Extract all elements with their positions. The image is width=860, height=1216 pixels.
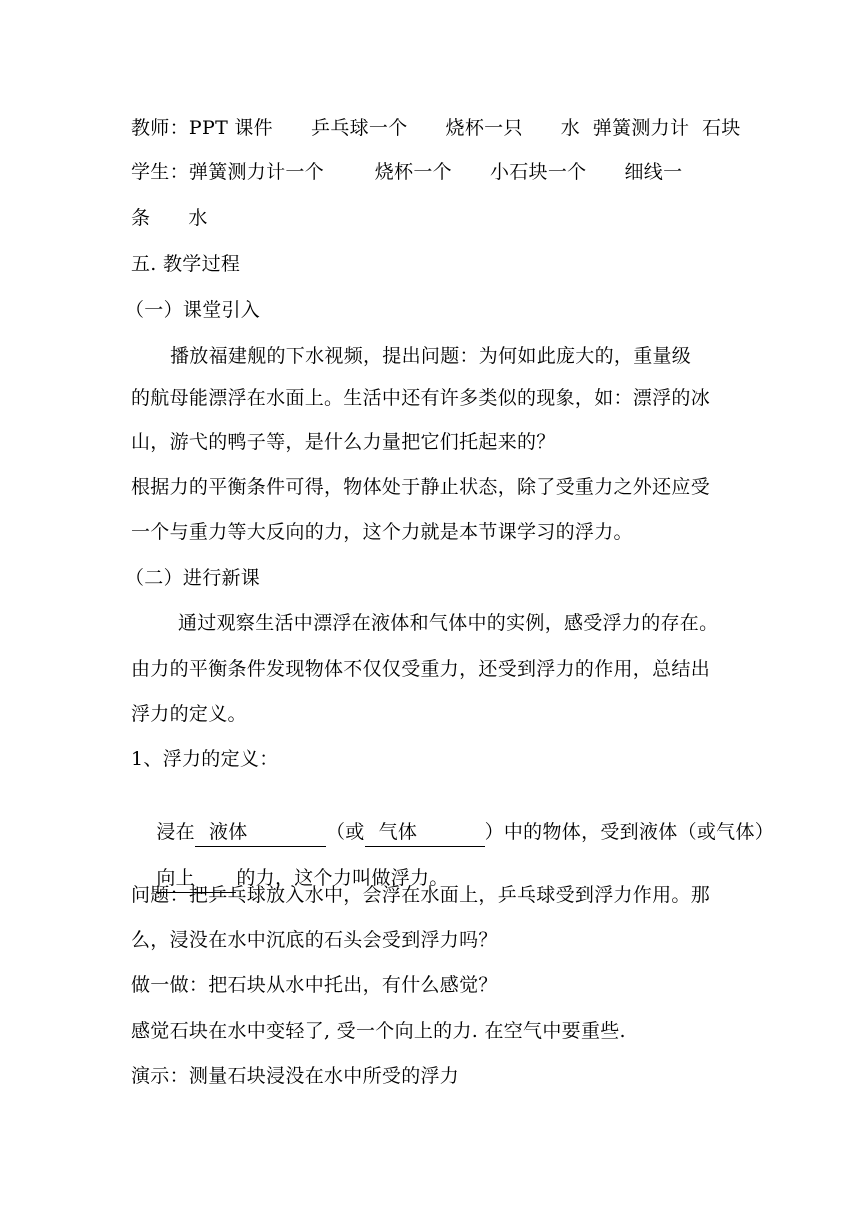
fill-blank-liquid: 液体: [195, 818, 326, 847]
observation-paragraph-line: 由力的平衡条件发现物体不仅仅受重力，还受到浮力的作用，总结出: [131, 658, 711, 680]
student-materials: 学生：弹簧测力计一个 烧杯一个 小石块一个 细线一: [131, 161, 683, 183]
definition-text: ）中的物体，受到液体（或气体）: [484, 821, 775, 843]
definition-text: 的力，这个力叫做浮力。: [236, 867, 449, 889]
intro-paragraph-line: 播放福建舰的下水视频，提出问题：为何如此庞大的，重量级: [170, 345, 692, 367]
observation-paragraph-line: 通过观察生活中漂浮在液体和气体中的实例，感受浮力的存在。: [178, 612, 719, 634]
subsection-heading-new-lesson: （二）进行新课: [125, 567, 261, 589]
demo-line: 演示：测量石块浸没在水中所受的浮力: [131, 1065, 460, 1087]
intro-paragraph-line: 的航母能漂浮在水面上。生活中还有许多类似的现象，如：漂浮的冰: [131, 387, 711, 409]
fill-blank-gas: 气体: [365, 818, 485, 847]
question-line: 么，浸没在水中沉底的石头会受到浮力吗？: [131, 929, 498, 951]
balance-paragraph-line: 一个与重力等大反向的力，这个力就是本节课学习的浮力。: [131, 521, 633, 543]
definition-text: 浸在: [156, 821, 195, 843]
definition-text: （或: [325, 821, 365, 843]
activity-line: 做一做：把石块从水中托出，有什么感觉？: [131, 974, 498, 996]
student-materials-continued: 条 水: [131, 207, 208, 229]
feeling-line: 感觉石块在水中变轻了, 受一个向上的力. 在空气中要重些.: [131, 1020, 626, 1042]
section-heading: 五. 教学过程: [131, 253, 241, 275]
definition-title: 1、浮力的定义：: [131, 748, 279, 770]
balance-paragraph-line: 根据力的平衡条件可得，物体处于静止状态，除了受重力之外还应受: [131, 476, 711, 498]
fill-blank-upward: 向上: [156, 864, 236, 893]
intro-paragraph-line: 山，游弋的鸭子等，是什么力量把它们托起来的？: [131, 431, 556, 453]
observation-paragraph-line: 浮力的定义。: [131, 703, 247, 725]
question-line: 问题：把乒乓球放入水中，会浮在水面上，乒乓球受到浮力作用。那: [131, 884, 711, 906]
teacher-materials: 教师：PPT 课件 乒乓球一个 烧杯一只 水 弹簧测力计 石块: [131, 117, 741, 139]
subsection-heading-intro: （一）课堂引入: [125, 299, 261, 321]
